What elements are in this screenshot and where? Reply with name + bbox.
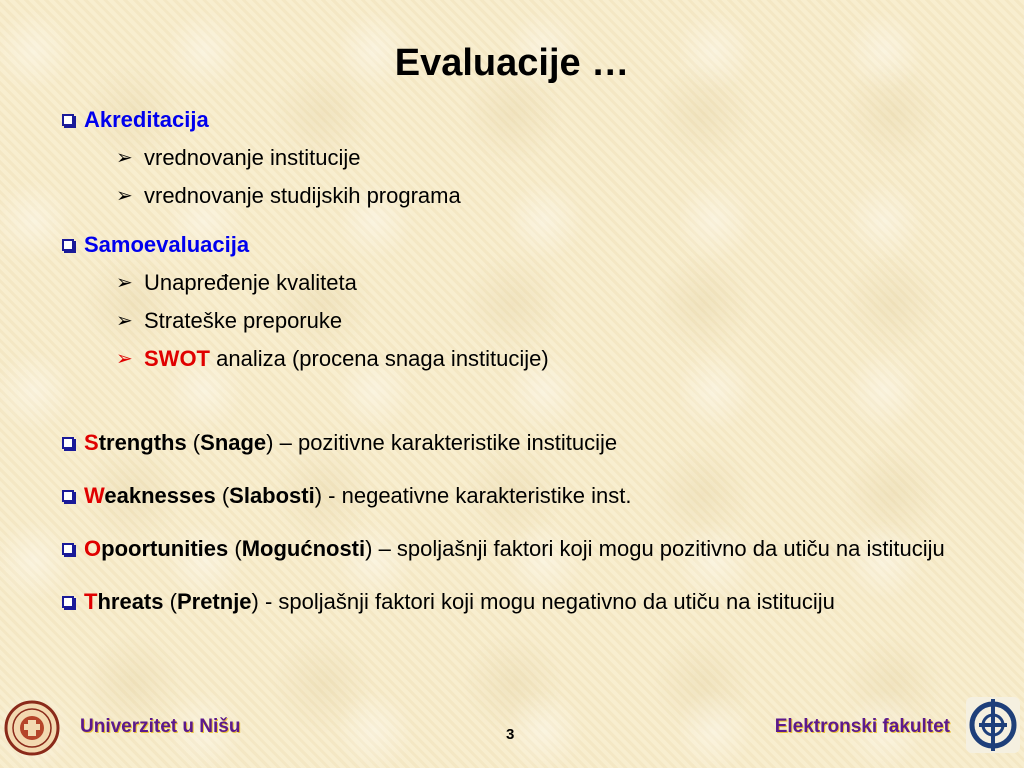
- bullet-akreditacija: [62, 106, 982, 134]
- swot-open: (: [215, 483, 230, 508]
- sub-bullet-text: vrednovanje institucije: [144, 145, 361, 170]
- akreditacija-label: Akreditacija: [84, 107, 209, 132]
- faculty-logo-icon: [966, 697, 1020, 753]
- sub-bullet: [116, 307, 982, 335]
- swot-term-sr: Slabosti: [229, 483, 315, 508]
- swot-term-sr: Snage: [200, 430, 267, 455]
- hollow-square-icon: [62, 543, 74, 555]
- footer-university: Univerzitet u Nišu: [80, 716, 241, 737]
- sub-bullet: [116, 269, 982, 297]
- page-number: 3: [506, 726, 515, 743]
- hollow-square-icon: [62, 490, 74, 502]
- swot-desc: ) - spoljašnji faktori koji mogu negativno da utiču na istituciju: [251, 589, 835, 614]
- swot-open: (: [186, 430, 201, 455]
- swot-item-text: [84, 535, 982, 563]
- swot-line: [144, 345, 982, 373]
- sub-bullet: [116, 182, 982, 210]
- swot-item: [62, 482, 982, 510]
- swot-term-sr: Pretnje: [176, 589, 252, 614]
- swot-open: (: [163, 589, 177, 614]
- sub-bullet-text: Unapređenje kvaliteta: [144, 270, 357, 295]
- swot-term: poortunities: [101, 536, 229, 561]
- swot-letter: S: [84, 430, 99, 455]
- swot-item-text: [84, 482, 982, 510]
- swot-desc: ) – spoljašnji faktori koji mogu pozitivno da utiču na istituciju: [365, 536, 945, 561]
- hollow-square-icon: [62, 596, 74, 608]
- swot-rest: analiza (procena snaga institucije): [210, 346, 549, 371]
- sub-bullet: [116, 144, 982, 172]
- sub-bullet-text: vrednovanje studijskih programa: [144, 183, 461, 208]
- swot-desc: ) - negeativne karakteristike inst.: [314, 483, 632, 508]
- swot-letter: W: [84, 483, 105, 508]
- swot-term: trengths: [98, 430, 187, 455]
- arrowhead-icon: ➢: [116, 310, 133, 332]
- hollow-square-icon: [62, 114, 74, 126]
- slide-title: Evaluacije …: [394, 42, 630, 84]
- swot-item: [62, 588, 982, 616]
- swot-item-text: [84, 429, 982, 457]
- swot-open: (: [228, 536, 242, 561]
- arrowhead-icon: ➢: [116, 147, 133, 169]
- sub-bullet-swot: [116, 345, 982, 373]
- hollow-square-icon: [62, 437, 74, 449]
- swot-item: [62, 535, 982, 563]
- arrowhead-icon: ➢: [116, 348, 133, 370]
- university-seal-icon: [4, 700, 60, 756]
- swot-item: [62, 429, 982, 457]
- swot-term-sr: Mogućnosti: [241, 536, 366, 561]
- arrowhead-icon: ➢: [116, 185, 133, 207]
- swot-desc: ) – pozitivne karakteristike institucije: [266, 430, 618, 455]
- footer-faculty: Elektronski fakultet: [774, 716, 950, 737]
- swot-label: SWOT: [144, 346, 210, 371]
- swot-item-text: [84, 588, 982, 616]
- swot-letter: O: [84, 536, 102, 561]
- sub-bullet-text: Strateške preporuke: [144, 308, 343, 333]
- swot-letter: T: [84, 589, 98, 614]
- bullet-samoevaluacija: [62, 231, 982, 259]
- slide-content: [62, 106, 982, 616]
- swot-term: eaknesses: [104, 483, 216, 508]
- swot-term: hreats: [97, 589, 164, 614]
- hollow-square-icon: [62, 239, 74, 251]
- samoevaluacija-label: Samoevaluacija: [84, 232, 250, 257]
- arrowhead-icon: ➢: [116, 272, 133, 294]
